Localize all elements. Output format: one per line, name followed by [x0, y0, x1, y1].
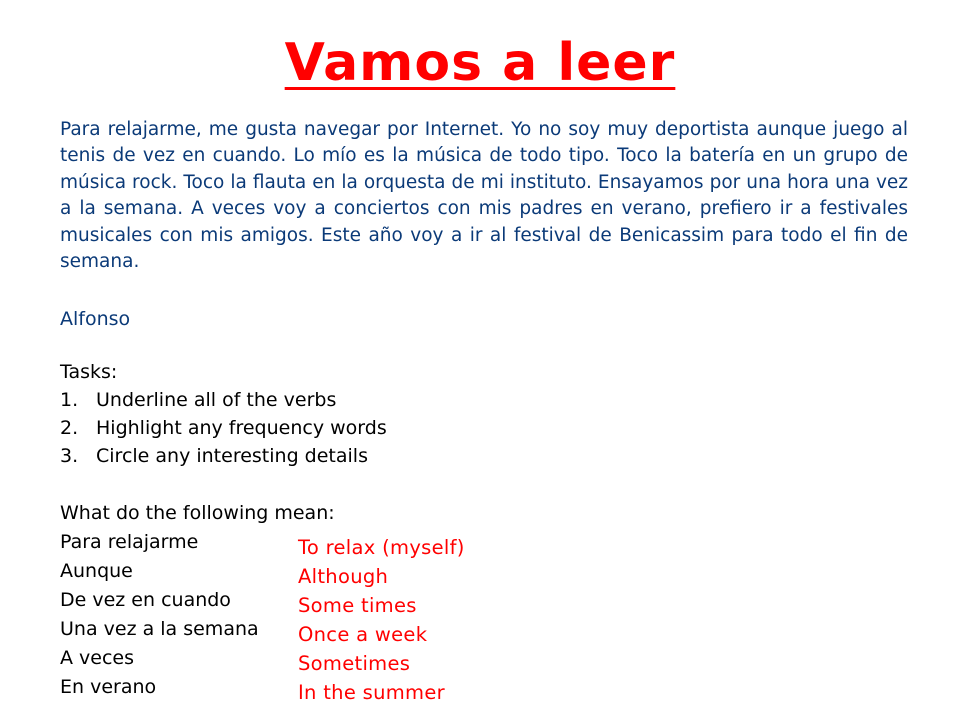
tasks-list — [60, 386, 387, 470]
vocab-term: A veces — [60, 647, 135, 669]
vocab-answer: Some times — [298, 594, 417, 617]
vocab-term: Para relajarme — [60, 531, 199, 553]
task-text: Underline all of the verbs — [96, 389, 337, 411]
vocab-answer: In the summer — [298, 681, 445, 704]
task-number: 1. — [60, 389, 79, 411]
vocab-answer: Although — [298, 565, 389, 588]
vocab-term: En verano — [60, 676, 157, 698]
vocab-question: What do the following mean: — [60, 502, 335, 524]
vocab-answers-list — [298, 533, 465, 707]
vocab-answer: Once a week — [298, 623, 428, 646]
passage-author: Alfonso — [60, 308, 131, 330]
vocab-term: De vez en cuando — [60, 589, 231, 611]
vocab-answer: To relax (myself) — [298, 536, 465, 559]
task-text: Highlight any frequency words — [96, 417, 387, 439]
task-number: 3. — [60, 445, 79, 467]
vocab-term: Aunque — [60, 560, 133, 582]
vocab-term: Una vez a la semana — [60, 618, 259, 640]
reading-passage: Para relajarme, me gusta navegar por Internet. Yo no soy muy deportista aunque juego al tenis de vez en cuando. Lo mío es la música de todo tipo. Toco la batería en un grupo de música rock. Toco la flauta en la orquesta de mi instituto. Ensayamos por una hora una vez a la semana. A veces voy a conciertos con mis padres en verano, prefiero ir a festivales musicales con mis amigos. Este año voy a ir al festival de Benicassim para todo el fin de semana. — [60, 119, 908, 273]
task-item — [60, 414, 387, 442]
slide-title: Vamos a leer — [284, 33, 676, 93]
task-item — [60, 386, 387, 414]
task-text: Circle any interesting details — [96, 445, 368, 467]
task-item — [60, 442, 387, 470]
vocab-answer: Sometimes — [298, 652, 411, 675]
vocab-terms-list — [60, 528, 259, 702]
task-number: 2. — [60, 417, 79, 439]
tasks-heading: Tasks: — [60, 361, 118, 383]
